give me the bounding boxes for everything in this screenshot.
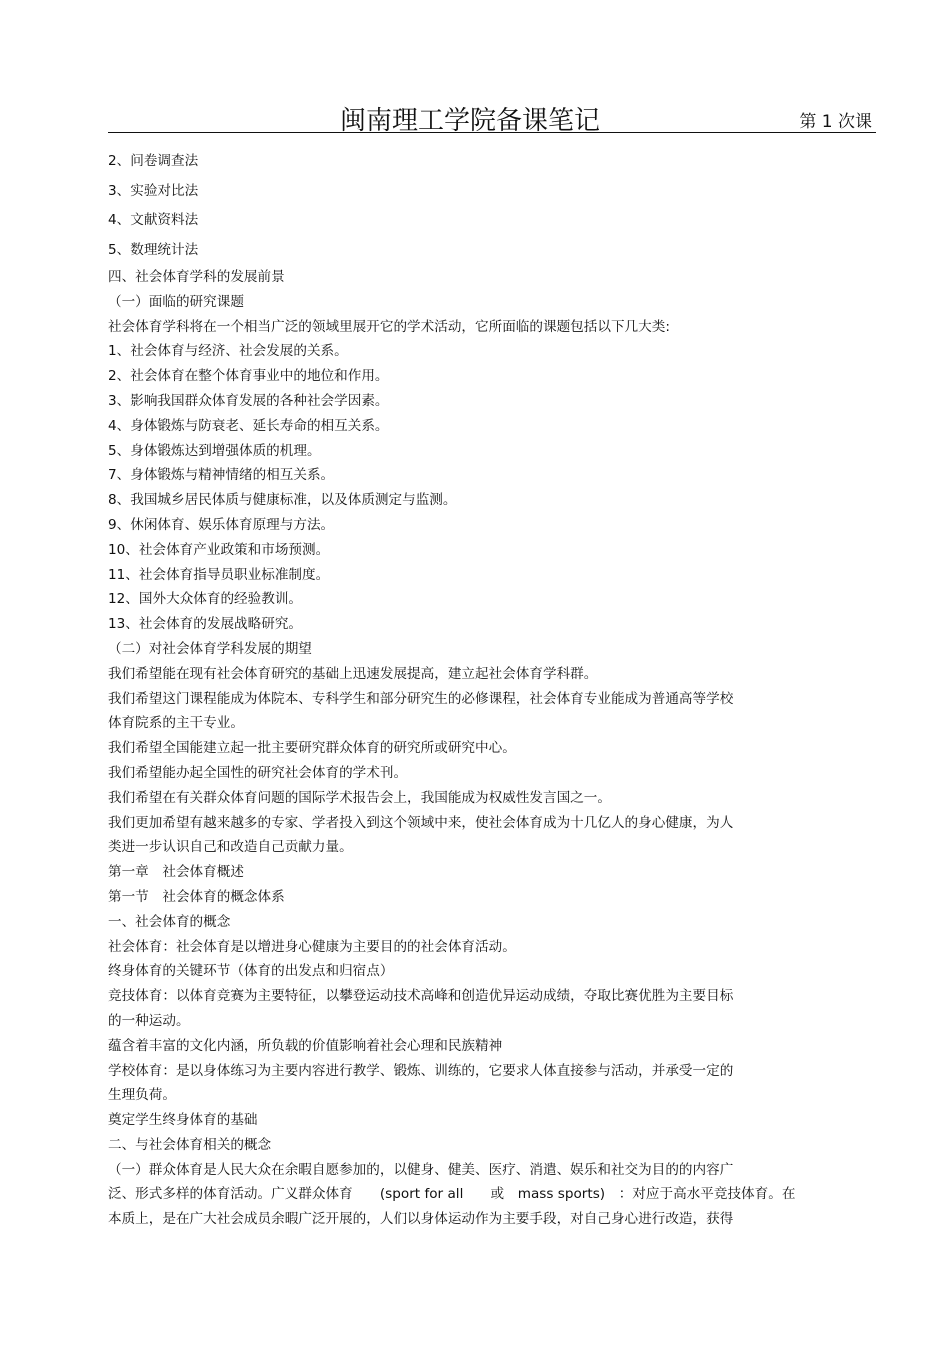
text-line: 学校体育：是以身体练习为主要内容进行教学、锻炼、训练的，它要求人体直接参与活动，并承受一定的 bbox=[108, 1062, 734, 1079]
text-line: 终身体育的关键环节（体育的出发点和归宿点） bbox=[108, 963, 394, 980]
text-line: 2、社会体育在整个体育事业中的地位和作用。 bbox=[108, 368, 389, 385]
text-line: （二）对社会体育学科发展的期望 bbox=[108, 640, 312, 657]
text-line: （一）面临的研究课题 bbox=[108, 293, 244, 310]
text-line: 我们希望能在现有社会体育研究的基础上迅速发展提高，建立起社会体育学科群。 bbox=[108, 665, 598, 682]
text-line: 3、实验对比法 bbox=[108, 182, 199, 199]
text-line: 一、社会体育的概念 bbox=[108, 913, 231, 930]
text-line: 体育院系的主干专业。 bbox=[108, 715, 244, 732]
text-line: 13、社会体育的发展战略研究。 bbox=[108, 616, 303, 633]
text-line: 本质上，是在广大社会成员余暇广泛开展的，人们以身体运动作为主要手段，对自己身心进行改造，获得 bbox=[108, 1211, 734, 1228]
text-line: 二、与社会体育相关的概念 bbox=[108, 1136, 272, 1153]
text-line: 12、国外大众体育的经验教训。 bbox=[108, 591, 303, 608]
text-line: 我们希望在有关群众体育问题的国际学术报告会上，我国能成为权威性发言国之一。 bbox=[108, 789, 611, 806]
text-line: 我们希望能办起全国性的研究社会体育的学术刊。 bbox=[108, 764, 408, 781]
text-line: 3、影响我国群众体育发展的各种社会学因素。 bbox=[108, 392, 389, 409]
text-line: 2、问卷调查法 bbox=[108, 153, 199, 169]
text-line: 10、社会体育产业政策和市场预测。 bbox=[108, 541, 330, 558]
text-line: 1、社会体育与经济、社会发展的关系。 bbox=[108, 343, 348, 360]
text-line: 4、文献资料法 bbox=[108, 212, 199, 228]
text-line: 泛、形式多样的体育活动。广义群众体育 (sport for all 或 mass sports) ：对应于高水平竞技体育。在 bbox=[108, 1186, 796, 1203]
text-line: 竞技体育：以体育竞赛为主要特征，以攀登运动技术高峰和创造优异运动成绩，夺取比赛优胜为主要目标 bbox=[108, 988, 734, 1005]
page-header bbox=[108, 96, 876, 136]
text-line: 我们更加希望有越来越多的专家、学者投入到这个领域中来，使社会体育成为十几亿人的身心健康，为人 bbox=[108, 814, 734, 831]
text-line: 7、身体锻炼与精神情绪的相互关系。 bbox=[108, 467, 335, 484]
text-line: 奠定学生终身体育的基础 bbox=[108, 1112, 258, 1129]
lesson-number: 第 1 次课 bbox=[799, 112, 872, 132]
notes-body bbox=[108, 147, 868, 1232]
text-line: 8、我国城乡居民体质与健康标准，以及体质测定与监测。 bbox=[108, 492, 457, 509]
text-line: 社会体育学科将在一个相当广泛的领域里展开它的学术活动，它所面临的课题包括以下几大类: bbox=[108, 318, 670, 335]
page-title: 闽南理工学院备课笔记 bbox=[340, 106, 601, 136]
text-line: 社会体育：社会体育是以增进身心健康为主要目的的社会体育活动。 bbox=[108, 938, 516, 955]
text-line: （一）群众体育是人民大众在余暇自愿参加的，以健身、健美、医疗、消遣、娱乐和社交为目的的内容广 bbox=[108, 1161, 734, 1178]
text-line: 5、数理统计法 bbox=[108, 241, 199, 258]
text-line: 11、社会体育指导员职业标准制度。 bbox=[108, 566, 330, 583]
text-line: 我们希望全国能建立起一批主要研究群众体育的研究所或研究中心。 bbox=[108, 740, 516, 757]
text-line: 第一节 社会体育的概念体系 bbox=[108, 888, 285, 905]
text-line: 四、社会体育学科的发展前景 bbox=[108, 269, 285, 285]
text-line: 蕴含着丰富的文化内涵，所负载的价值影响着社会心理和民族精神 bbox=[108, 1037, 503, 1054]
text-line: 4、身体锻炼与防衰老、延长寿命的相互关系。 bbox=[108, 417, 389, 434]
text-line: 9、休闲体育、娱乐体育原理与方法。 bbox=[108, 516, 335, 533]
text-line: 我们希望这门课程能成为体院本、专科学生和部分研究生的必修课程，社会体育专业能成为普通高等学校 bbox=[108, 690, 734, 707]
text-line: 5、身体锻炼达到增强体质的机理。 bbox=[108, 442, 321, 459]
text-line: 第一章 社会体育概述 bbox=[108, 864, 244, 881]
text-line: 生理负荷。 bbox=[108, 1087, 176, 1104]
text-line: 的一种运动。 bbox=[108, 1012, 190, 1029]
text-line: 类进一步认识自己和改造自己贡献力量。 bbox=[108, 839, 353, 856]
